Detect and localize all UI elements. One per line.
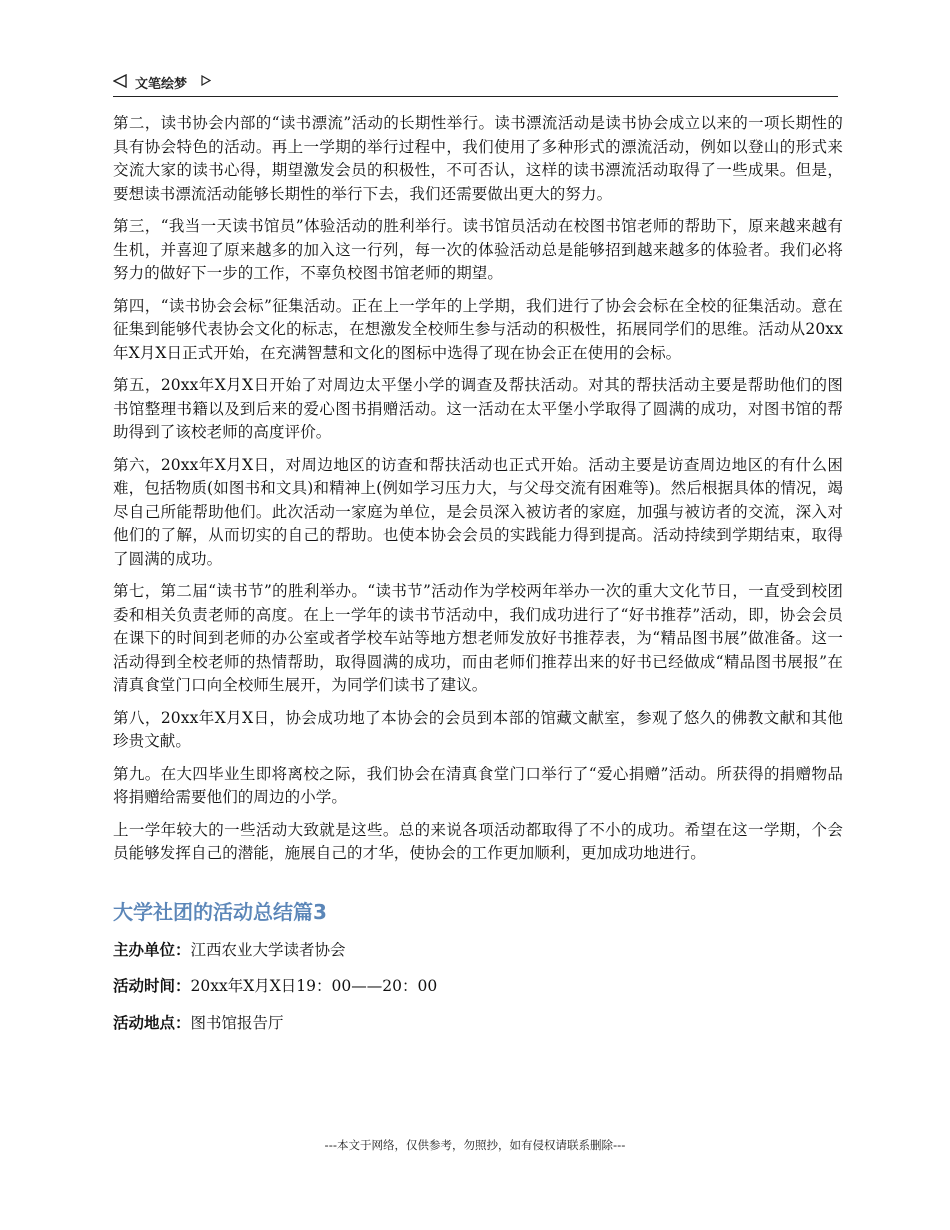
triangle-right-icon [201,75,211,86]
paragraph: 上一学年较大的一些活动大致就是这些。总的来说各项活动都取得了不小的成功。希望在这一学期，个会员能够发挥自己的潜能，施展自己的才华，使协会的工作更加顺利，更加成功地进行。 [113,820,843,862]
info-colon: ： [175,940,191,959]
paragraph: 第六，20xx年X月X日，对周边地区的访查和帮扶活动也正式开始。活动主要是访查周边地区的有什么困难，包括物质(如图书和文具)和精神上(例如学习压力大，与父母交流有困难等)。然后根据具体的情况，竭尽自己所能帮助他们。此次活动一家庭为单位，是会员深入被访者的家庭，加强与被访者的交流，深入对他们的了解，从而切实的自己的帮助。也使本协会会员的实践能力得到提高。活动持续到学期结束，取得了圆满的成功。 [113,455,843,568]
paragraph: 第三，“我当一天读书馆员”体验活动的胜利举行。读书馆员活动在校图书馆老师的帮助下，原来越来越有生机，并喜迎了原来越多的加入这一行列，每一次的体验活动总是能够招到越来越多的体验者。我们必将努力的做好下一步的工作，不辜负校图书馆老师的期望。 [113,217,843,282]
info-label: 主办单位 [113,940,176,959]
header-brand: 文笔绘梦 [135,77,188,92]
info-colon: ： [175,1013,191,1032]
section-title: 大学社团的活动总结篇3 [113,899,327,924]
info-row-organizer [113,939,843,963]
info-value: 江西农业大学读者协会 [190,940,346,959]
info-label: 活动地点 [113,1013,176,1032]
page-footer: ---本文于网络，仅供参考，勿照抄，如有侵权请联系删除--- [324,1138,626,1152]
paragraph: 第五，20xx年X月X日开始了对周边太平堡小学的调查及帮扶活动。对其的帮扶活动主要是帮助他们的图书馆整理书籍以及到后来的爱心图书捐赠活动。这一活动在太平堡小学取得了圆满的成功，对图书馆的帮助得到了该校老师的高度评价。 [113,376,843,441]
paragraph: 第八，20xx年X月X日，协会成功地了本协会的会员到本部的馆藏文献室，参观了悠久的佛教文献和其他珍贵文献。 [113,708,843,750]
page-header [113,70,838,97]
paragraph: 第九。在大四毕业生即将离校之际，我们协会在清真食堂门口举行了“爱心捐赠”活动。所获得的捐赠物品将捐赠给需要他们的周边的小学。 [113,764,843,806]
info-label: 活动时间 [113,977,176,995]
paragraph: 第二，读书协会内部的“读书漂流”活动的长期性举行。读书漂流活动是读书协会成立以来的一项长期性的具有协会特色的活动。再上一学期的举行过程中，我们使用了多种形式的漂流活动，例如以登山的形式来交流大家的读书心得，期望激发会员的积极性，不可否认，这样的读书漂流活动取得了一些成果。但是，要想读书漂流活动能够长期性的举行下去，我们还需要做出更大的努力。 [113,114,843,203]
triangle-left-icon [113,74,127,88]
info-row-time [113,975,843,999]
paragraph: 第四，“读书协会会标”征集活动。正在上一学年的上学期，我们进行了协会会标在全校的征集活动。意在征集到能够代表协会文化的标志，在想激发全校师生参与活动的积极性，拓展同学们的思维。活动从20xx年X月X日正式开始，在充满智慧和文化的图标中选得了现在协会正在使用的会标。 [113,296,843,362]
document-body [113,112,843,1048]
info-colon: ： [175,977,191,995]
paragraph: 第七，第二届“读书节”的胜利举办。“读书节”活动作为学校两年举办一次的重大文化节日，一直受到校团委和相关负责老师的高度。在上一学年的读书节活动中，我们成功进行了“好书推荐”活动，即，协会会员在课下的时间到老师的办公室或者学校车站等地方想老师发放好书推荐表，为“精品图书展”做准备。这一活动得到全校老师的热情帮助，取得圆满的成功，而由老师们推荐出来的好书已经做成“精品图书展报”在清真食堂门口向全校师生展开，为同学们读书了建议。 [113,582,843,694]
info-value: 20xx年X月X日19：00——20：00 [190,977,438,995]
info-value: 图书馆报告厅 [190,1013,284,1032]
info-row-location [113,1012,843,1036]
